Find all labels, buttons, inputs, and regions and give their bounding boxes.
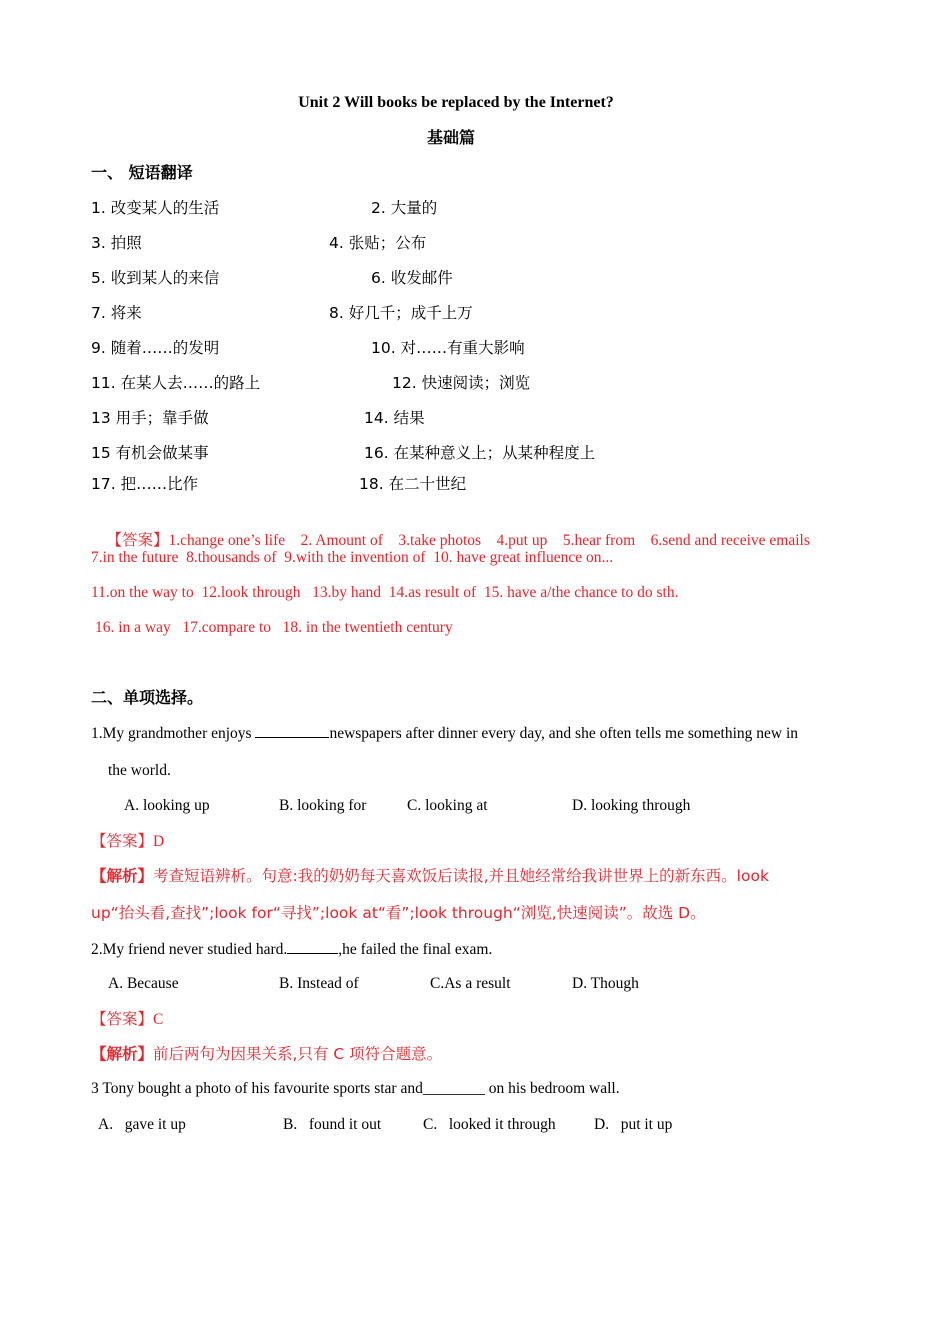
question-text: newspapers after dinner every day, and she often tells me something new in (329, 725, 799, 742)
question-text: the world. (108, 762, 171, 779)
analysis-q1 (91, 866, 769, 886)
question-1 (91, 723, 798, 744)
phrase-item: 11. 在某人去……的路上 (91, 374, 261, 392)
analysis-text: 考查短语辨析。句意:我的奶奶每天喜欢饭后读报,并且她经常给我讲世界上的新东西。look (153, 867, 769, 885)
option-c: C.As a result (430, 975, 511, 992)
answer-value: C (153, 1011, 164, 1028)
analysis-text: 前后两句为因果关系,只有 C 项符合题意。 (153, 1045, 443, 1063)
question-text: ,he failed the final exam. (338, 941, 493, 958)
phrase-item: 12. 快速阅读；浏览 (392, 374, 531, 392)
analysis-label: 【解析】 (91, 1045, 154, 1063)
option-d: D. looking through (572, 797, 691, 814)
section-heading-choice: 二、单项选择。 (91, 688, 204, 707)
answer-q1 (91, 831, 164, 852)
phrase-item: 2. 大量的 (371, 199, 438, 217)
answer-line: 11.on the way to 12.look through 13.by hand 14.as result of 15. have a/the chance to do sth. (91, 584, 679, 601)
analysis-q2 (91, 1044, 442, 1064)
phrase-item: 3. 拍照 (91, 234, 142, 252)
answer-line: 16. in a way 17.compare to 18. in the twentieth century (95, 619, 453, 636)
question-2 (91, 939, 492, 960)
phrase-item: 4. 张贴；公布 (329, 234, 427, 252)
analysis-text: up“抬头看,查找”;look for“寻找”;look at“看”;look through“浏览,快速阅读”。故选 D。 (91, 904, 706, 922)
phrase-item: 5. 收到某人的来信 (91, 269, 220, 287)
option-d: D. put it up (594, 1116, 673, 1133)
option-b: B. found it out (283, 1116, 382, 1133)
answer-blank (287, 939, 338, 954)
phrase-item: 18. 在二十世纪 (359, 475, 467, 493)
answer-value: D (153, 833, 165, 850)
phrase-item: 15 有机会做某事 (91, 444, 209, 462)
section-heading-translation: 一、 短语翻译 (91, 163, 193, 182)
answer-line: 1.change one’s life 2. Amount of 3.take photos 4.put up 5.hear from 6.send and receive emails (168, 532, 810, 549)
question-text: 1.My grandmother enjoys (91, 725, 256, 742)
phrase-item: 8. 好几千；成千上万 (329, 304, 473, 322)
phrase-item: 13 用手；靠手做 (91, 409, 209, 427)
answer-label: 【答案】 (91, 1010, 154, 1028)
phrase-item: 14. 结果 (364, 409, 425, 427)
option-a: A. Because (108, 975, 179, 992)
question-3: 3 Tony bought a photo of his favourite sports star and________ on his bedroom wall. (91, 1080, 620, 1097)
phrase-item: 6. 收发邮件 (371, 269, 453, 287)
phrase-item: 17. 把……比作 (91, 475, 199, 493)
phrase-item: 7. 将来 (91, 304, 142, 322)
option-b: B. Instead of (279, 975, 359, 992)
option-c: C. looked it through (423, 1116, 556, 1133)
phrase-item: 1. 改变某人的生活 (91, 199, 220, 217)
answer-q2 (91, 1009, 163, 1030)
answer-label: 【答案】 (91, 832, 154, 850)
document-title: Unit 2 Will books be replaced by the Internet? (298, 94, 614, 111)
option-b: B. looking for (279, 797, 367, 814)
phrase-item: 16. 在某种意义上；从某种程度上 (364, 444, 596, 462)
document-subtitle: 基础篇 (426, 128, 475, 147)
question-text: 2.My friend never studied hard. (91, 941, 288, 958)
phrase-item: 10. 对……有重大影响 (371, 339, 525, 357)
option-c: C. looking at (407, 797, 488, 814)
answer-line: 7.in the future 8.thousands of 9.with the invention of 10. have great influence on... (91, 549, 614, 566)
answer-label: 【答案】 (106, 531, 169, 549)
analysis-label: 【解析】 (91, 867, 154, 885)
option-a: A. gave it up (98, 1116, 186, 1133)
phrase-item: 9. 随着……的发明 (91, 339, 220, 357)
answer-blank (255, 723, 329, 738)
option-a: A. looking up (124, 797, 210, 814)
option-d: D. Though (572, 975, 639, 992)
